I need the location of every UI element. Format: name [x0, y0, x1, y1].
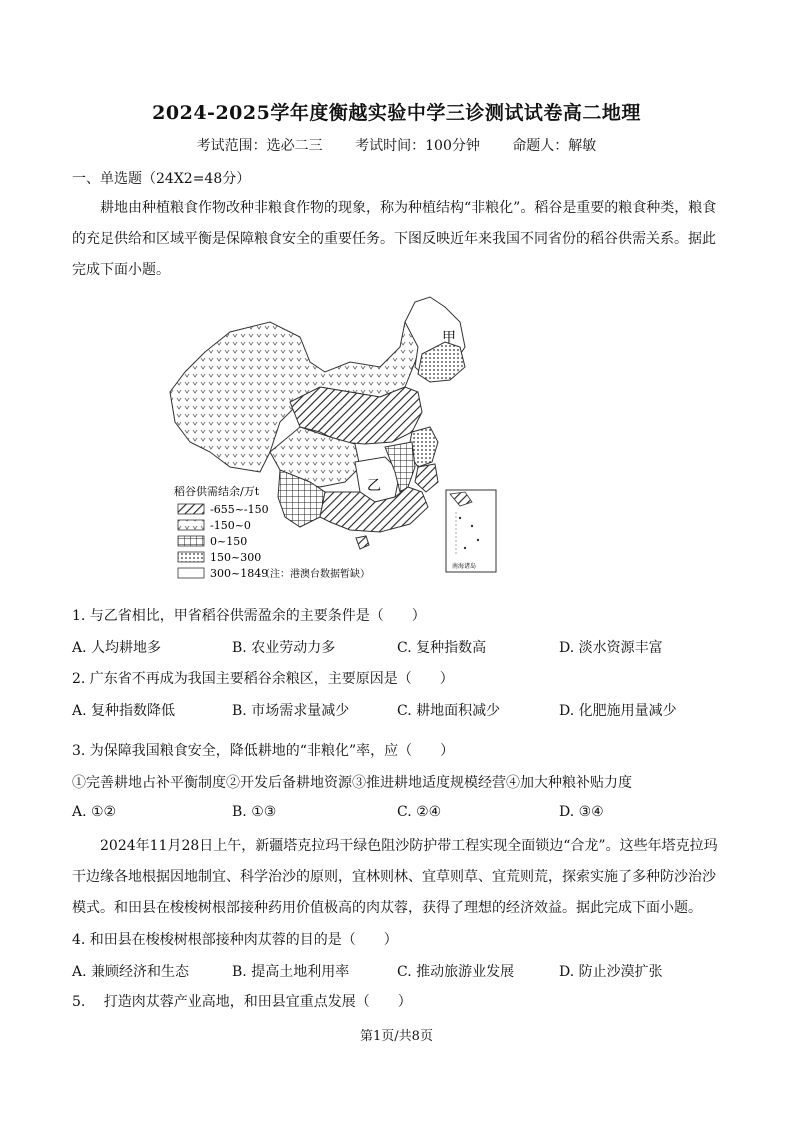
question-1: 1. 与乙省相比，甲省稻谷供需盈余的主要条件是（ ）: [72, 608, 426, 624]
legend-title: 稻谷供需结余/万t: [174, 485, 260, 498]
exam-scope: 考试范围：选必二三: [196, 138, 323, 154]
region-zhejiang: [415, 464, 438, 492]
q3-option-b[interactable]: B. ①③: [232, 804, 277, 820]
label-yi: 乙: [367, 478, 381, 494]
legend-swatch-5: [178, 568, 204, 578]
legend-label-1: -655~-150: [210, 503, 269, 516]
intro-paragraph-1: 耕地由种植粮食作物改种非粮食作物的现象，称为种植结构“非粮化”。稻谷是重要的粮食种类，粮食的充足供给和区域平衡是保障粮食安全的重要任务。下图反映近年来我国不同省份的稻谷供需关系。据此完成下面小题。: [72, 200, 717, 278]
q2-option-d[interactable]: D. 化肥施用量减少: [559, 703, 677, 719]
q3-option-a[interactable]: A. ①②: [72, 804, 117, 820]
question-5: 5. 打造肉苁蓉产业高地，和田县宜重点发展（ ）: [72, 994, 412, 1010]
question-3-statements: ①完善耕地占补平衡制度②开发后备耕地资源③推进耕地适度规模经营④加大种粮补贴力度: [72, 775, 632, 791]
q2-option-c[interactable]: C. 耕地面积减少: [397, 703, 501, 719]
legend-swatch-1: [178, 504, 204, 514]
question-4: 4. 和田县在梭梭树根部接种肉苁蓉的目的是（ ）: [72, 932, 398, 948]
map-note: （注：港澳台数据暂缺）: [260, 569, 370, 580]
legend-swatch-4: [178, 552, 204, 562]
inset-label: 南海诸岛: [452, 563, 477, 570]
q4-option-d[interactable]: D. 防止沙漠扩张: [559, 964, 663, 980]
question-3: 3. 为保障我国粮食安全，降低耕地的“非粮化”率，应（ ）: [72, 743, 455, 759]
intro-paragraph-2: 2024年11月28日上午，新疆塔克拉玛干绿色阻沙防护带工程实现全面锁边“合龙”。这些年塔克拉玛干边缘各地根据因地制宜、科学治沙的原则，宜林则林、宜草则草、宜荒则荒，探索实施了多种防沙治沙模式。和田县在梭梭树根部接种药用价值极高的肉苁蓉，获得了理想的经济效益。据此完成下面小题。: [72, 838, 718, 916]
page-footer: 第1页/共8页: [360, 1029, 433, 1044]
q4-option-a[interactable]: A. 兼顾经济和生态: [72, 964, 190, 980]
question-2: 2. 广东省不再成为我国主要稻谷余粮区，主要原因是（ ）: [72, 671, 454, 687]
q1-option-d[interactable]: D. 淡水资源丰富: [559, 640, 663, 656]
legend-label-4: 150~300: [210, 551, 262, 564]
exam-author: 命题人：解敏: [512, 138, 597, 154]
q1-option-c[interactable]: C. 复种指数高: [397, 640, 487, 656]
q1-option-a[interactable]: A. 人均耕地多: [72, 640, 162, 656]
exam-info: [0, 135, 793, 155]
exam-time: 考试时间：100分钟: [355, 138, 480, 154]
rice-supply-map: [160, 292, 500, 588]
region-hainan: [356, 536, 369, 549]
label-jia: 甲: [442, 330, 456, 346]
q3-option-c[interactable]: C. ②④: [397, 804, 442, 820]
q2-option-a[interactable]: A. 复种指数降低: [72, 703, 176, 719]
legend-swatch-2: [178, 520, 204, 530]
q2-option-b[interactable]: B. 市场需求量减少: [232, 703, 350, 719]
q3-option-d[interactable]: D. ③④: [559, 804, 604, 820]
q4-option-b[interactable]: B. 提高土地利用率: [232, 964, 350, 980]
q1-option-b[interactable]: B. 农业劳动力多: [232, 640, 336, 656]
legend-label-2: -150~0: [210, 519, 251, 532]
china-map-graphic: [160, 292, 500, 588]
q4-option-c[interactable]: C. 推动旅游业发展: [397, 964, 515, 980]
legend-swatch-3: [178, 536, 204, 546]
legend-label-3: 0~150: [210, 535, 248, 548]
legend-label-5: 300~1849: [210, 567, 269, 580]
page-title: 2024-2025学年度衡越实验中学三诊测试试卷高二地理: [152, 102, 641, 124]
section-heading: 一、单选题（24X2=48分）: [72, 171, 251, 187]
